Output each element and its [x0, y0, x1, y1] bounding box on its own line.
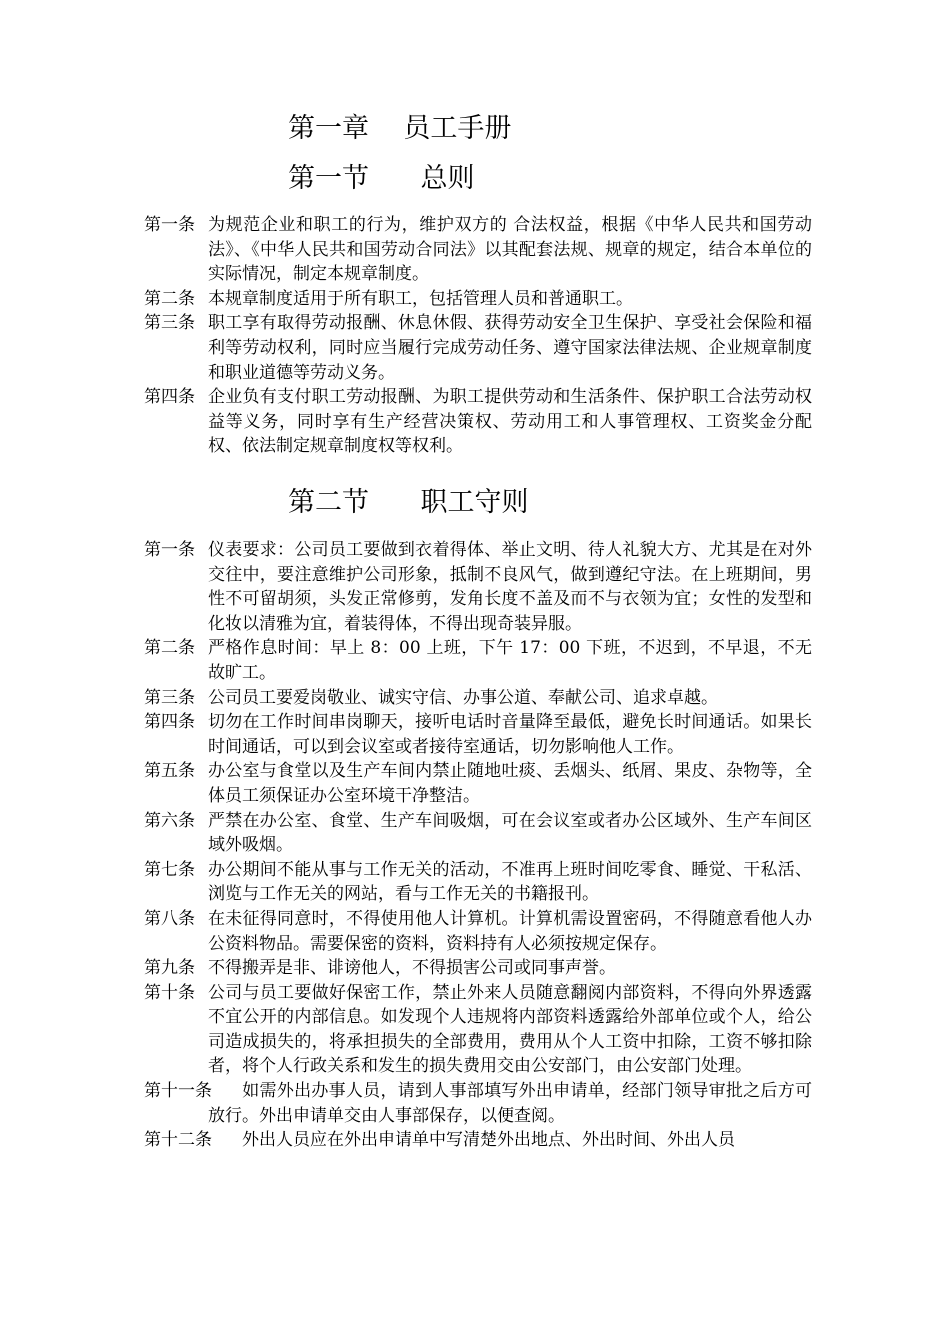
article-label: 第四条 [144, 387, 195, 408]
article-text: 仪表要求：公司员工要做到衣着得体、举止文明、待人礼貌大方、尤其是在对外交往中，要注意维护公司形象，抵制不良风气，做到遵纪守法。在上班期间，男性不可留胡须，头发正常修剪，发角长度不盖及而不与衣领为宜；女性的发型和化妆以清雅为宜，着装得体，不得出现奇装异服。 [208, 540, 812, 634]
chapter-title: 第一章 员工手册 [288, 113, 512, 144]
article-text: 公司与员工要做好保密工作，禁止外来人员随意翻阅内部资料，不得向外界透露不宜公开的内部信息。如发现个人违规将内部资料透露给外部单位或个人，给公司造成损失的，将承担损失的全部费用，费用从个人工资中扣除，工资不够扣除者，将个人行政关系和发生的损失费用交由公安部门，由公安部门处理。 [208, 982, 812, 1077]
article [144, 907, 812, 956]
article [144, 809, 812, 858]
article [144, 213, 812, 287]
article-text: 外出人员应在外出申请单中写清楚外出地点、外出时间、外出人员 [242, 1130, 735, 1151]
article-text: 如需外出办事人员，请到人事部填写外出申请单，经部门领导审批之后方可放行。外出申请单交由人事部保存，以便查阅。 [208, 1081, 812, 1126]
article-label: 第十二条 [144, 1130, 212, 1151]
article-label: 第一条 [144, 215, 195, 235]
article-label: 第一条 [144, 540, 195, 560]
section-2-articles [144, 538, 812, 1153]
article [144, 538, 812, 636]
article [144, 311, 812, 385]
article-label: 第十一条 [144, 1081, 212, 1102]
section-1-articles [144, 213, 812, 459]
article [144, 287, 812, 312]
article-text: 切勿在工作时间串岗聊天，接听电话时音量降至最低，避免长时间通话。如果长时间通话，可以到会议室或者接待室通话，切勿影响他人工作。 [208, 712, 812, 757]
article-text: 严禁在办公室、食堂、生产车间吸烟，可在会议室或者办公区域外、生产车间区域外吸烟。 [208, 810, 812, 856]
article [144, 956, 812, 981]
article [144, 858, 812, 907]
article [144, 981, 812, 1079]
section-2-title: 第二节 职工守则 [288, 487, 529, 518]
article-text: 办公期间不能从事与工作无关的活动，不准再上班时间吃零食、睡觉、干私活、浏览与工作无关的网站，看与工作无关的书籍报刊。 [208, 859, 812, 905]
article [144, 710, 812, 759]
article-label: 第六条 [144, 810, 195, 831]
article-text: 严格作息时间：早上 8：00 上班，下午 17：00 下班，不迟到，不早退，不无故旷工。 [208, 638, 812, 683]
article-label: 第十条 [144, 982, 195, 1003]
article-label: 第五条 [144, 761, 195, 782]
article [144, 385, 812, 459]
article-label: 第二条 [144, 638, 195, 659]
article-label: 第四条 [144, 712, 195, 733]
article-text: 公司员工要爱岗敬业、诚实守信、办事公道、奉献公司、追求卓越。 [208, 687, 718, 708]
article-text: 职工享有取得劳动报酬、休息休假、获得劳动安全卫生保护、享受社会保险和福利等劳动权利，同时应当履行完成劳动任务、遵守国家法律法规、企业规章制度和职业道德等劳动义务。 [208, 313, 812, 383]
article-text: 为规范企业和职工的行为，维护双方的 合法权益，根据《中华人民共和国劳动法》、《中华人民共和国劳动合同法》以其配套法规、规章的规定，结合本单位的实际情况，制定本规章制度。 [208, 215, 812, 285]
article-label: 第七条 [144, 859, 195, 880]
article [144, 636, 812, 685]
section-1-title: 第一节 总则 [288, 163, 475, 194]
article-text: 办公室与食堂以及生产车间内禁止随地吐痰、丢烟头、纸屑、果皮、杂物等，全体员工须保证办公室环境干净整洁。 [208, 761, 812, 806]
article-text: 企业负有支付职工劳动报酬、为职工提供劳动和生活条件、保护职工合法劳动权益等义务，同时享有生产经营决策权、劳动用工和人事管理权、工资奖金分配权、依法制定规章制度权等权利。 [208, 387, 812, 457]
article [144, 1128, 812, 1153]
article-label: 第二条 [144, 288, 195, 309]
article-label: 第八条 [144, 908, 195, 929]
article-label: 第三条 [144, 687, 195, 708]
article [144, 1079, 812, 1128]
article-label: 第三条 [144, 313, 195, 334]
article-text: 不得搬弄是非、诽谤他人，不得损害公司或同事声誉。 [208, 958, 616, 979]
article-text: 在未征得同意时，不得使用他人计算机。计算机需设置密码，不得随意看他人办公资料物品。需要保密的资料，资料持有人必须按规定保存。 [208, 908, 812, 954]
article [144, 686, 812, 711]
article-text: 本规章制度适用于所有职工，包括管理人员和普通职工。 [208, 288, 633, 309]
article [144, 759, 812, 808]
article-label: 第九条 [144, 958, 195, 979]
